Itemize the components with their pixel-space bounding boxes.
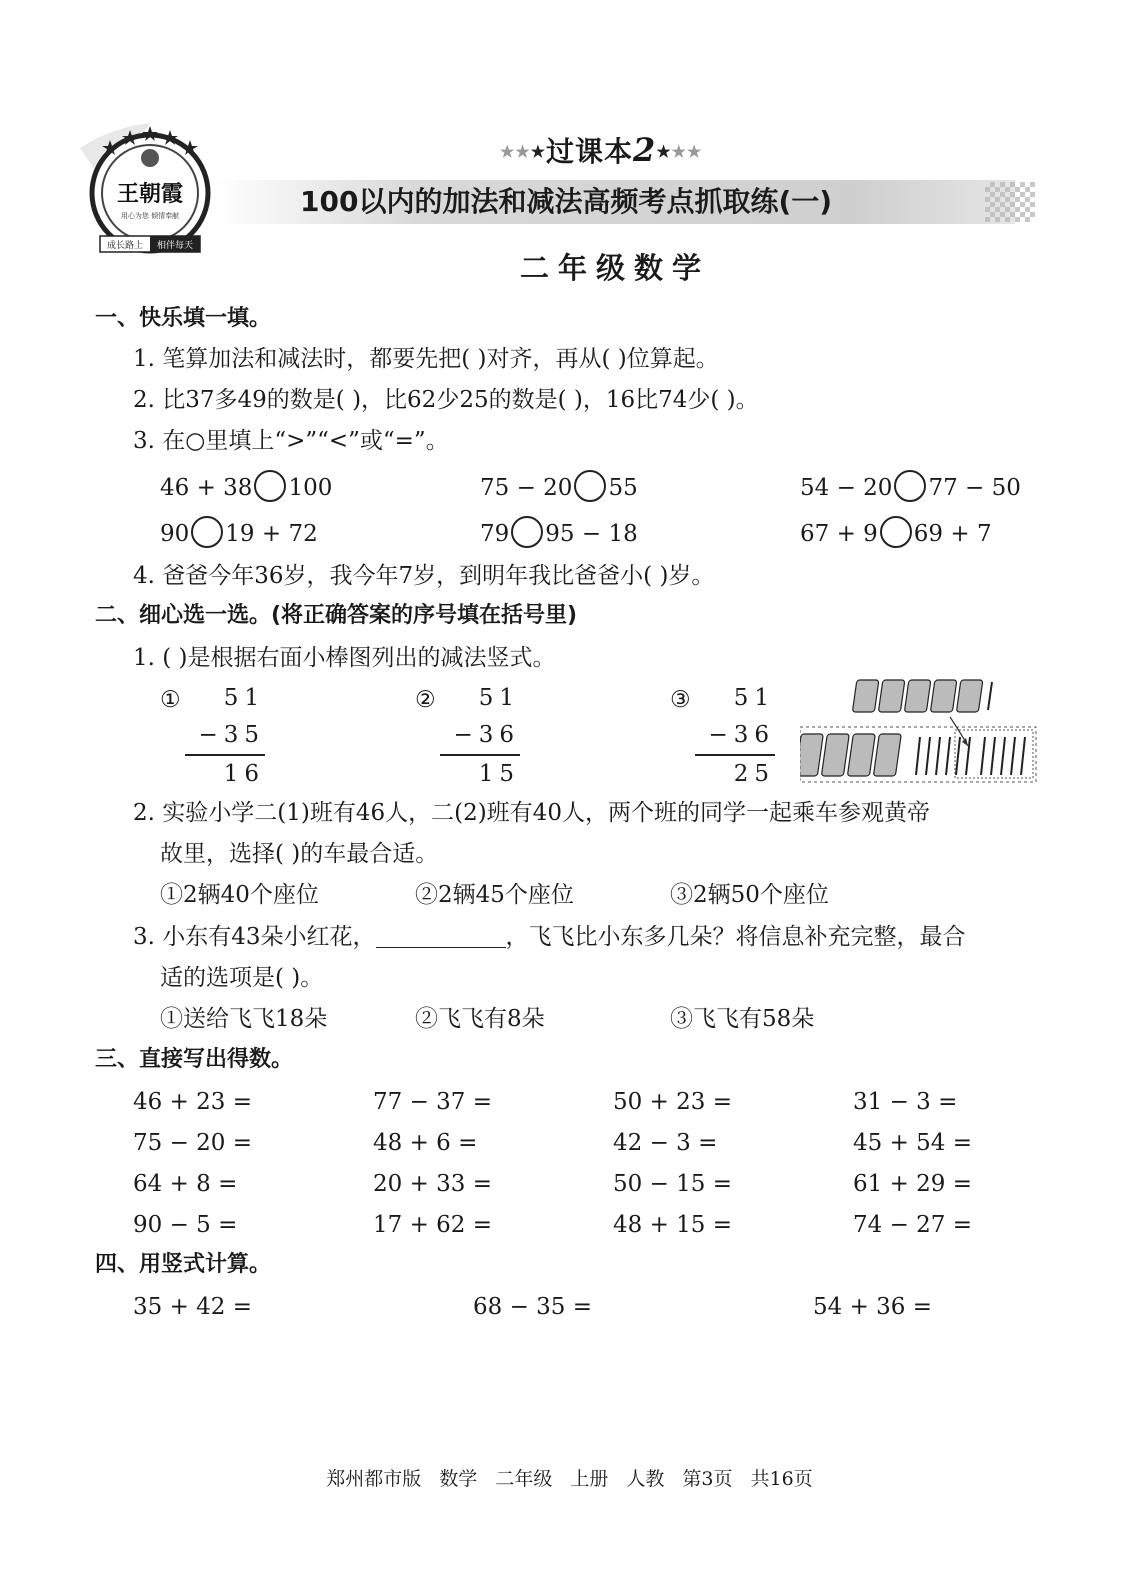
oral-calc: 45 + 54 = (853, 1130, 973, 1156)
svg-text:用心为您 倾情奉献: 用心为您 倾情奉献 (120, 212, 180, 220)
oral-calc: 17 + 62 = (373, 1212, 493, 1238)
section-4-heading: 四、用竖式计算。 (95, 1252, 272, 1277)
oral-calc: 90 − 5 = (133, 1212, 238, 1238)
oral-calc: 50 − 15 = (613, 1171, 733, 1197)
option-mark: ② (415, 687, 436, 713)
publisher-logo (70, 118, 230, 268)
section-1-heading: 一、快乐填一填。 (95, 306, 272, 331)
oral-calc: 64 + 8 = (133, 1171, 238, 1197)
option-mark: ① (160, 687, 181, 713)
s1-q2: 2. 比37多49的数是( )，比62少25的数是( )，16比74少( )。 (133, 387, 759, 413)
option-item: ②2辆45个座位 (415, 882, 574, 908)
svg-text:成长路上: 成长路上 (106, 241, 144, 251)
oral-calc: 31 − 3 = (853, 1089, 958, 1115)
oral-calc: 48 + 15 = (613, 1212, 733, 1238)
s1-q1: 1. 笔算加法和减法时，都要先把( )对齐，再从( )位算起。 (133, 346, 719, 372)
answer-circle[interactable] (880, 516, 912, 548)
page-footer: 郑州都市版 数学 二年级 上册 人教 第3页 共16页 (326, 1468, 813, 1490)
oral-calc: 48 + 6 = (373, 1130, 478, 1156)
section-2-heading: 二、细心选一选。(将正确答案的序号填在括号里) (95, 603, 578, 628)
option-item: ③2辆50个座位 (670, 882, 829, 908)
vertical-calc-task: 54 + 36 = (813, 1294, 933, 1320)
option-mark: ③ (670, 687, 691, 713)
oral-calc: 75 − 20 = (133, 1130, 253, 1156)
fill-in-blank[interactable] (376, 925, 506, 948)
vertical-calc-task: 35 + 42 = (133, 1294, 253, 1320)
oral-calc: 74 − 27 = (853, 1212, 973, 1238)
compare-item: 75 − 20 55 (480, 470, 638, 503)
vertical-calc: 51 −36 15 (430, 680, 520, 793)
oral-calc: 77 − 37 = (373, 1089, 493, 1115)
option-item: ②飞飞有8朵 (415, 1006, 545, 1032)
answer-circle[interactable] (574, 470, 606, 502)
s2-q1: 1. ( )是根据右面小棒图列出的减法竖式。 (133, 645, 556, 671)
compare-item: 54 − 20 77 − 50 (800, 470, 1021, 503)
compare-item: 90 19 + 72 (160, 516, 318, 549)
svg-text:相伴每天: 相伴每天 (156, 241, 194, 251)
s2-q2-line1: 2. 实验小学二(1)班有46人，二(2)班有40人，两个班的同学一起乘车参观黄帝 (133, 800, 930, 826)
page-subtitle: 二年级数学 (520, 251, 711, 285)
answer-circle[interactable] (511, 516, 543, 548)
s1-q3: 3. 在○里填上“>”“<”或“=”。 (133, 428, 449, 454)
oral-calc: 20 + 33 = (373, 1171, 493, 1197)
option-item: ③飞飞有58朵 (670, 1006, 815, 1032)
compare-item: 67 + 9 69 + 7 (800, 516, 992, 549)
s2-q3-line2: 适的选项是( )。 (160, 965, 324, 991)
s2-q3-line1: 3. 小东有43朵小红花， ，飞飞比小东多几朵？将信息补充完整，最合 (133, 924, 966, 950)
vertical-calc-task: 68 − 35 = (473, 1294, 593, 1320)
answer-circle[interactable] (894, 470, 926, 502)
vertical-calc: 51 −36 25 (685, 680, 775, 793)
option-item: ①送给飞飞18朵 (160, 1006, 328, 1032)
answer-circle[interactable] (191, 516, 223, 548)
answer-circle[interactable] (254, 470, 286, 502)
oral-calc: 46 + 23 = (133, 1089, 253, 1115)
stick-bundle-diagram (800, 672, 1040, 792)
banner-checker-decoration (985, 182, 1035, 222)
oral-calc: 42 − 3 = (613, 1130, 718, 1156)
vertical-calc: 51 −35 16 (175, 680, 265, 793)
oral-calc: 61 + 29 = (853, 1171, 973, 1197)
s2-q2-line2: 故里，选择( )的车最合适。 (160, 841, 439, 867)
compare-item: 79 95 − 18 (480, 516, 638, 549)
section-3-heading: 三、直接写出得数。 (95, 1047, 294, 1072)
page-title: 100以内的加法和减法高频考点抓取练(一) (300, 185, 833, 218)
oral-calc: 50 + 23 = (613, 1089, 733, 1115)
s1-q4: 4. 爸爸今年36岁，我今年7岁，到明年我比爸爸小( )岁。 (133, 563, 715, 589)
compare-item: 46 + 38 100 (160, 470, 332, 503)
course-label: ★★★过课本2★★★ (500, 131, 703, 169)
option-item: ①2辆40个座位 (160, 882, 319, 908)
logo-brand: 王朝霞 (116, 181, 184, 207)
